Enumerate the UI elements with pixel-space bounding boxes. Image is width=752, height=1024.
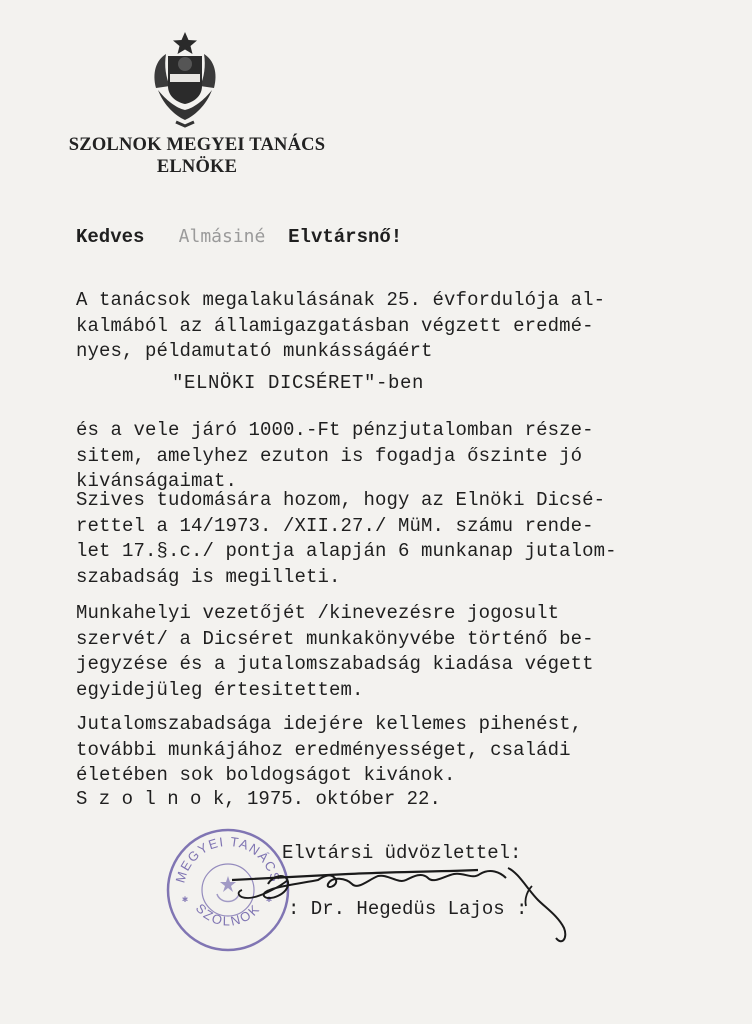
stamp-text-top: MEGYEI TANÁCS — [172, 833, 284, 885]
paragraph-notification: Munkahelyi vezetőjét /kinevezésre jogosult szervét/ a Dicséret munkakönyvébe történő be- jegyzése és a jutalomszabadság kiadása végett egyidejüleg értesitettem. — [76, 602, 594, 701]
signer-name: : Dr. Hegedüs Lajos : — [288, 898, 528, 920]
salutation-word: Kedves — [76, 226, 145, 248]
svg-text:✱: ✱ — [182, 895, 189, 906]
award-title: "ELNÖKI DICSÉRET"-ben — [172, 372, 425, 394]
paragraph-wishes: Jutalomszabadsága idejére kellemes pihenést, további munkájához eredményességet, családi életében sok boldogságot kivánok. — [76, 713, 583, 786]
stamp-text-bottom: SZOLNOK — [192, 900, 264, 929]
letterhead-org: SZOLNOK MEGYEI TANÁCS — [68, 135, 326, 155]
paragraph-reward: és a vele járó 1000.-Ft pénzjutalomban része- sitem, amelyhez ezuton is fogadja őszinte jó kivánságaimat. — [76, 419, 594, 492]
salutation-title: Elvtársnő! — [288, 226, 403, 248]
svg-text:✱: ✱ — [266, 895, 273, 906]
handwritten-signature — [228, 850, 598, 950]
paragraph-leave: Szives tudomására hozom, hogy az Elnöki Dicsé- rettel a 14/1973. /XII.27./ MüM. számu rende- let 17.§.c./ pontja alapján 6 munkanap jutalom- szabadság is megilleti. — [76, 489, 617, 588]
letterhead — [52, 134, 342, 178]
letterhead-role: ELNÖKE — [156, 157, 238, 177]
paragraph-anniversary: A tanácsok megalakulásának 25. évfordulója al- kalmából az államigazgatásban végzett eredmé- nyes, példamutató munkásságáért — [76, 289, 606, 362]
closing-phrase: Elvtársi üdvözlettel: — [282, 842, 522, 864]
salutation — [76, 226, 402, 248]
recipient-name: Almásiné — [178, 226, 266, 247]
coat-of-arms-emblem — [146, 28, 224, 128]
place-and-date: S z o l n o k, 1975. október 22. — [76, 788, 441, 810]
